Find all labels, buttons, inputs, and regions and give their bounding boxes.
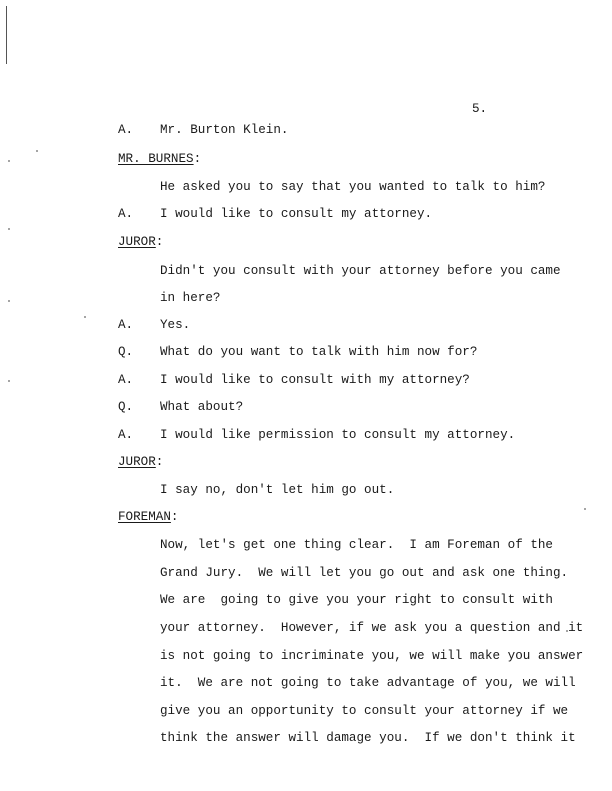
scan-speck [8,380,10,382]
question-text: What do you want to talk with him now for? [160,345,478,359]
answer-label: A. [118,428,134,442]
scan-speck [8,228,10,230]
scan-speck [84,316,86,318]
speaker-name: JUROR [118,455,156,469]
speaker-text: give you an opportunity to consult your attorney if we [160,704,569,718]
answer-label: A. [118,373,134,387]
speaker-text: He asked you to say that you wanted to talk to him? [160,180,546,194]
scan-speck [8,300,10,302]
answer-text: Mr. Burton Klein. [160,123,289,137]
question-label: Q. [118,345,134,359]
answer-text: Yes. [160,318,191,332]
speaker-text: it. We are not going to take advantage of you, we will [160,676,576,690]
answer-label: A. [118,318,134,332]
scan-edge-mark [6,6,7,64]
answer-text: I would like permission to consult my attorney. [160,428,516,442]
speaker-heading [118,455,163,469]
speaker-heading [118,510,178,524]
answer-text: I would like to consult my attorney. [160,207,433,221]
scan-speck [584,508,586,510]
speaker-colon: : [193,152,202,166]
answer-label: A. [118,207,134,221]
speaker-text: think the answer will damage you. If we don't think it [160,731,576,745]
speaker-text: I say no, don't let him go out. [160,483,395,497]
speaker-text: in here? [160,291,221,305]
speaker-text: Now, let's get one thing clear. I am Foreman of the [160,538,553,552]
speaker-text: We are going to give you your right to consult with [160,593,553,607]
speaker-name: FOREMAN [118,510,171,524]
speaker-colon: : [170,510,179,524]
speaker-colon: : [155,455,164,469]
question-text: What about? [160,400,244,414]
speaker-name: MR. BURNES [118,152,194,166]
speaker-text: your attorney. However, if we ask you a question and it [160,621,584,635]
speaker-text: Didn't you consult with your attorney before you came [160,264,561,278]
scan-speck [8,160,10,162]
speaker-text: is not going to incriminate you, we will make you answer [160,649,584,663]
question-label: Q. [118,400,134,414]
page-number: 5. [472,102,488,116]
answer-label: A. [118,123,134,137]
scan-speck [36,150,38,152]
speaker-text: Grand Jury. We will let you go out and ask one thing. [160,566,569,580]
answer-text: I would like to consult with my attorney? [160,373,470,387]
speaker-heading [118,235,163,249]
speaker-colon: : [155,235,164,249]
speaker-heading [118,152,201,166]
speaker-name: JUROR [118,235,156,249]
